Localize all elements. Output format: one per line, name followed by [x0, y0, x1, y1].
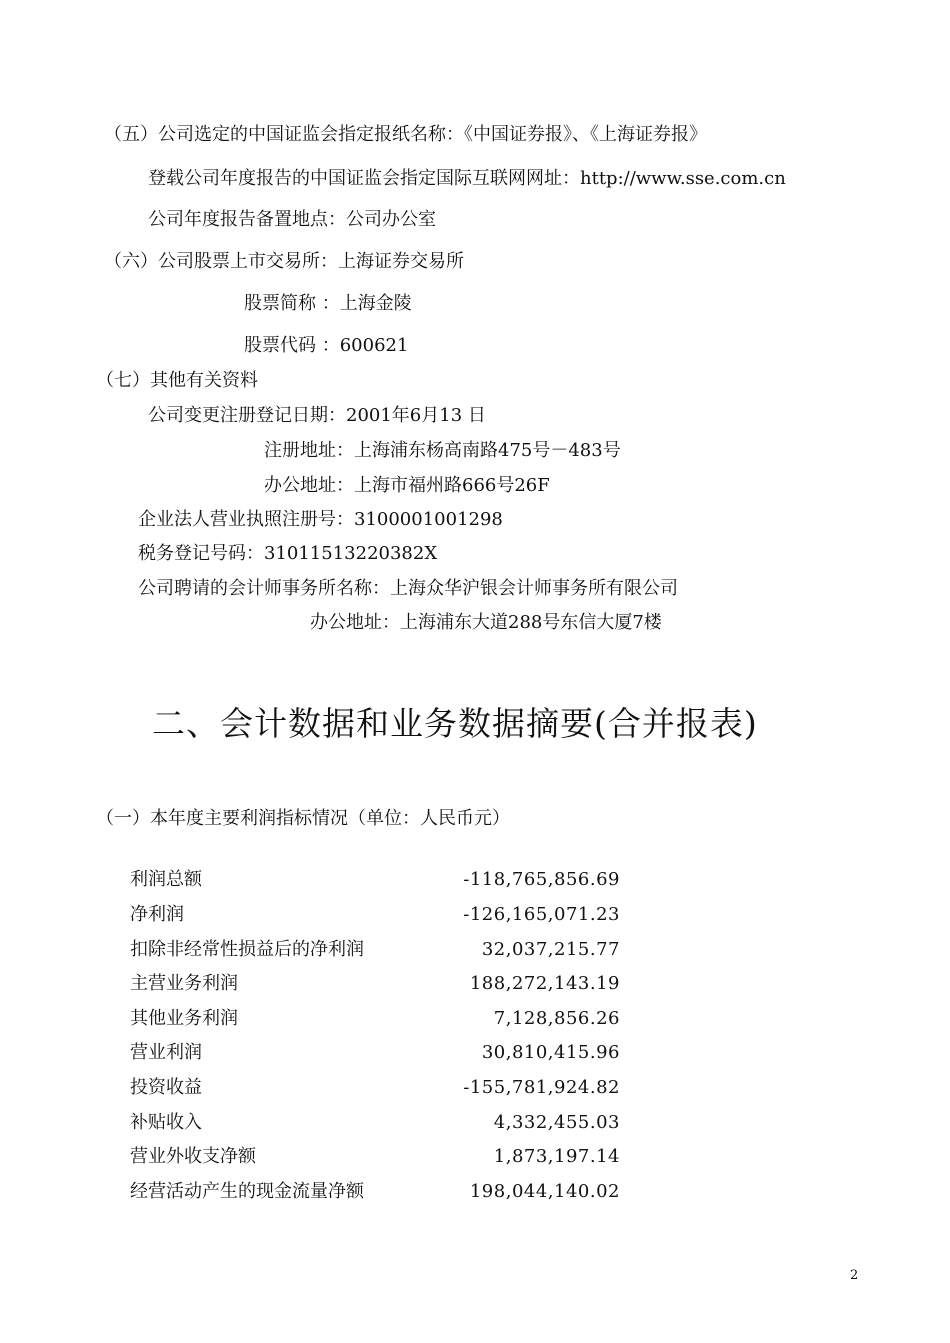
row-value: 32,037,215.77: [481, 939, 620, 960]
accounting-firm-address-line: 办公地址：上海浦东大道288号东信大厦7楼: [310, 612, 662, 633]
row-label: 投资收益: [130, 1077, 202, 1098]
row-label: 营业外收支净额: [130, 1146, 256, 1167]
accounting-firm-line: 公司聘请的会计师事务所名称：上海众华沪银会计师事务所有限公司: [138, 578, 678, 599]
row-value: -118,765,856.69: [463, 869, 620, 890]
row-value: 7,128,856.26: [493, 1008, 620, 1029]
row-label: 利润总额: [130, 869, 202, 890]
table-row: [130, 972, 620, 996]
row-label: 净利润: [130, 904, 184, 925]
stock-name-line: 股票简称 ：上海金陵: [244, 293, 412, 314]
table-row: [130, 868, 620, 892]
stock-code-line: 股票代码 ：600621: [244, 335, 409, 356]
section-title: 二、会计数据和业务数据摘要(合并报表): [152, 704, 758, 743]
page-number: 2: [850, 1268, 859, 1283]
row-value: 4,332,455.03: [493, 1112, 620, 1133]
row-value: 30,810,415.96: [481, 1042, 620, 1063]
other-info-heading: （七）其他有关资料: [96, 370, 258, 391]
table-row: [130, 1145, 620, 1169]
row-value: 198,044,140.02: [469, 1181, 620, 1202]
registration-date-line: 公司变更注册登记日期：2001年6月13 日: [148, 405, 486, 426]
table-row: [130, 903, 620, 927]
exchange-line: （六）公司股票上市交易所：上海证券交易所: [104, 251, 464, 272]
row-label: 主营业务利润: [130, 973, 238, 994]
row-value: 1,873,197.14: [493, 1146, 620, 1167]
row-label: 其他业务利润: [130, 1008, 238, 1029]
row-value: -155,781,924.82: [463, 1077, 620, 1098]
newspaper-line: （五）公司选定的中国证监会指定报纸名称：《中国证券报》、《上海证券报》: [104, 124, 707, 145]
business-license-line: 企业法人营业执照注册号：3100001001298: [138, 509, 503, 530]
subsection-title: （一）本年度主要利润指标情况（单位：人民币元）: [96, 808, 510, 829]
office-address-line: 办公地址：上海市福州路666号26F: [264, 475, 550, 496]
website-line: 登载公司年度报告的中国证监会指定国际互联网网址：http://www.sse.com.cn: [148, 168, 786, 189]
table-row: [130, 1180, 620, 1204]
row-value: 188,272,143.19: [469, 973, 620, 994]
report-location-line: 公司年度报告备置地点：公司办公室: [148, 209, 436, 230]
row-label: 补贴收入: [130, 1112, 202, 1133]
tax-registration-line: 税务登记号码：31011513220382X: [138, 543, 438, 564]
row-label: 营业利润: [130, 1042, 202, 1063]
table-row: [130, 1111, 620, 1135]
registered-address-line: 注册地址：上海浦东杨高南路475号－483号: [264, 440, 621, 461]
table-row: [130, 1041, 620, 1065]
row-label: 扣除非经常性损益后的净利润: [130, 939, 364, 960]
table-row: [130, 1007, 620, 1031]
row-label: 经营活动产生的现金流量净额: [130, 1181, 364, 1202]
row-value: -126,165,071.23: [463, 904, 620, 925]
table-row: [130, 938, 620, 962]
table-row: [130, 1076, 620, 1100]
